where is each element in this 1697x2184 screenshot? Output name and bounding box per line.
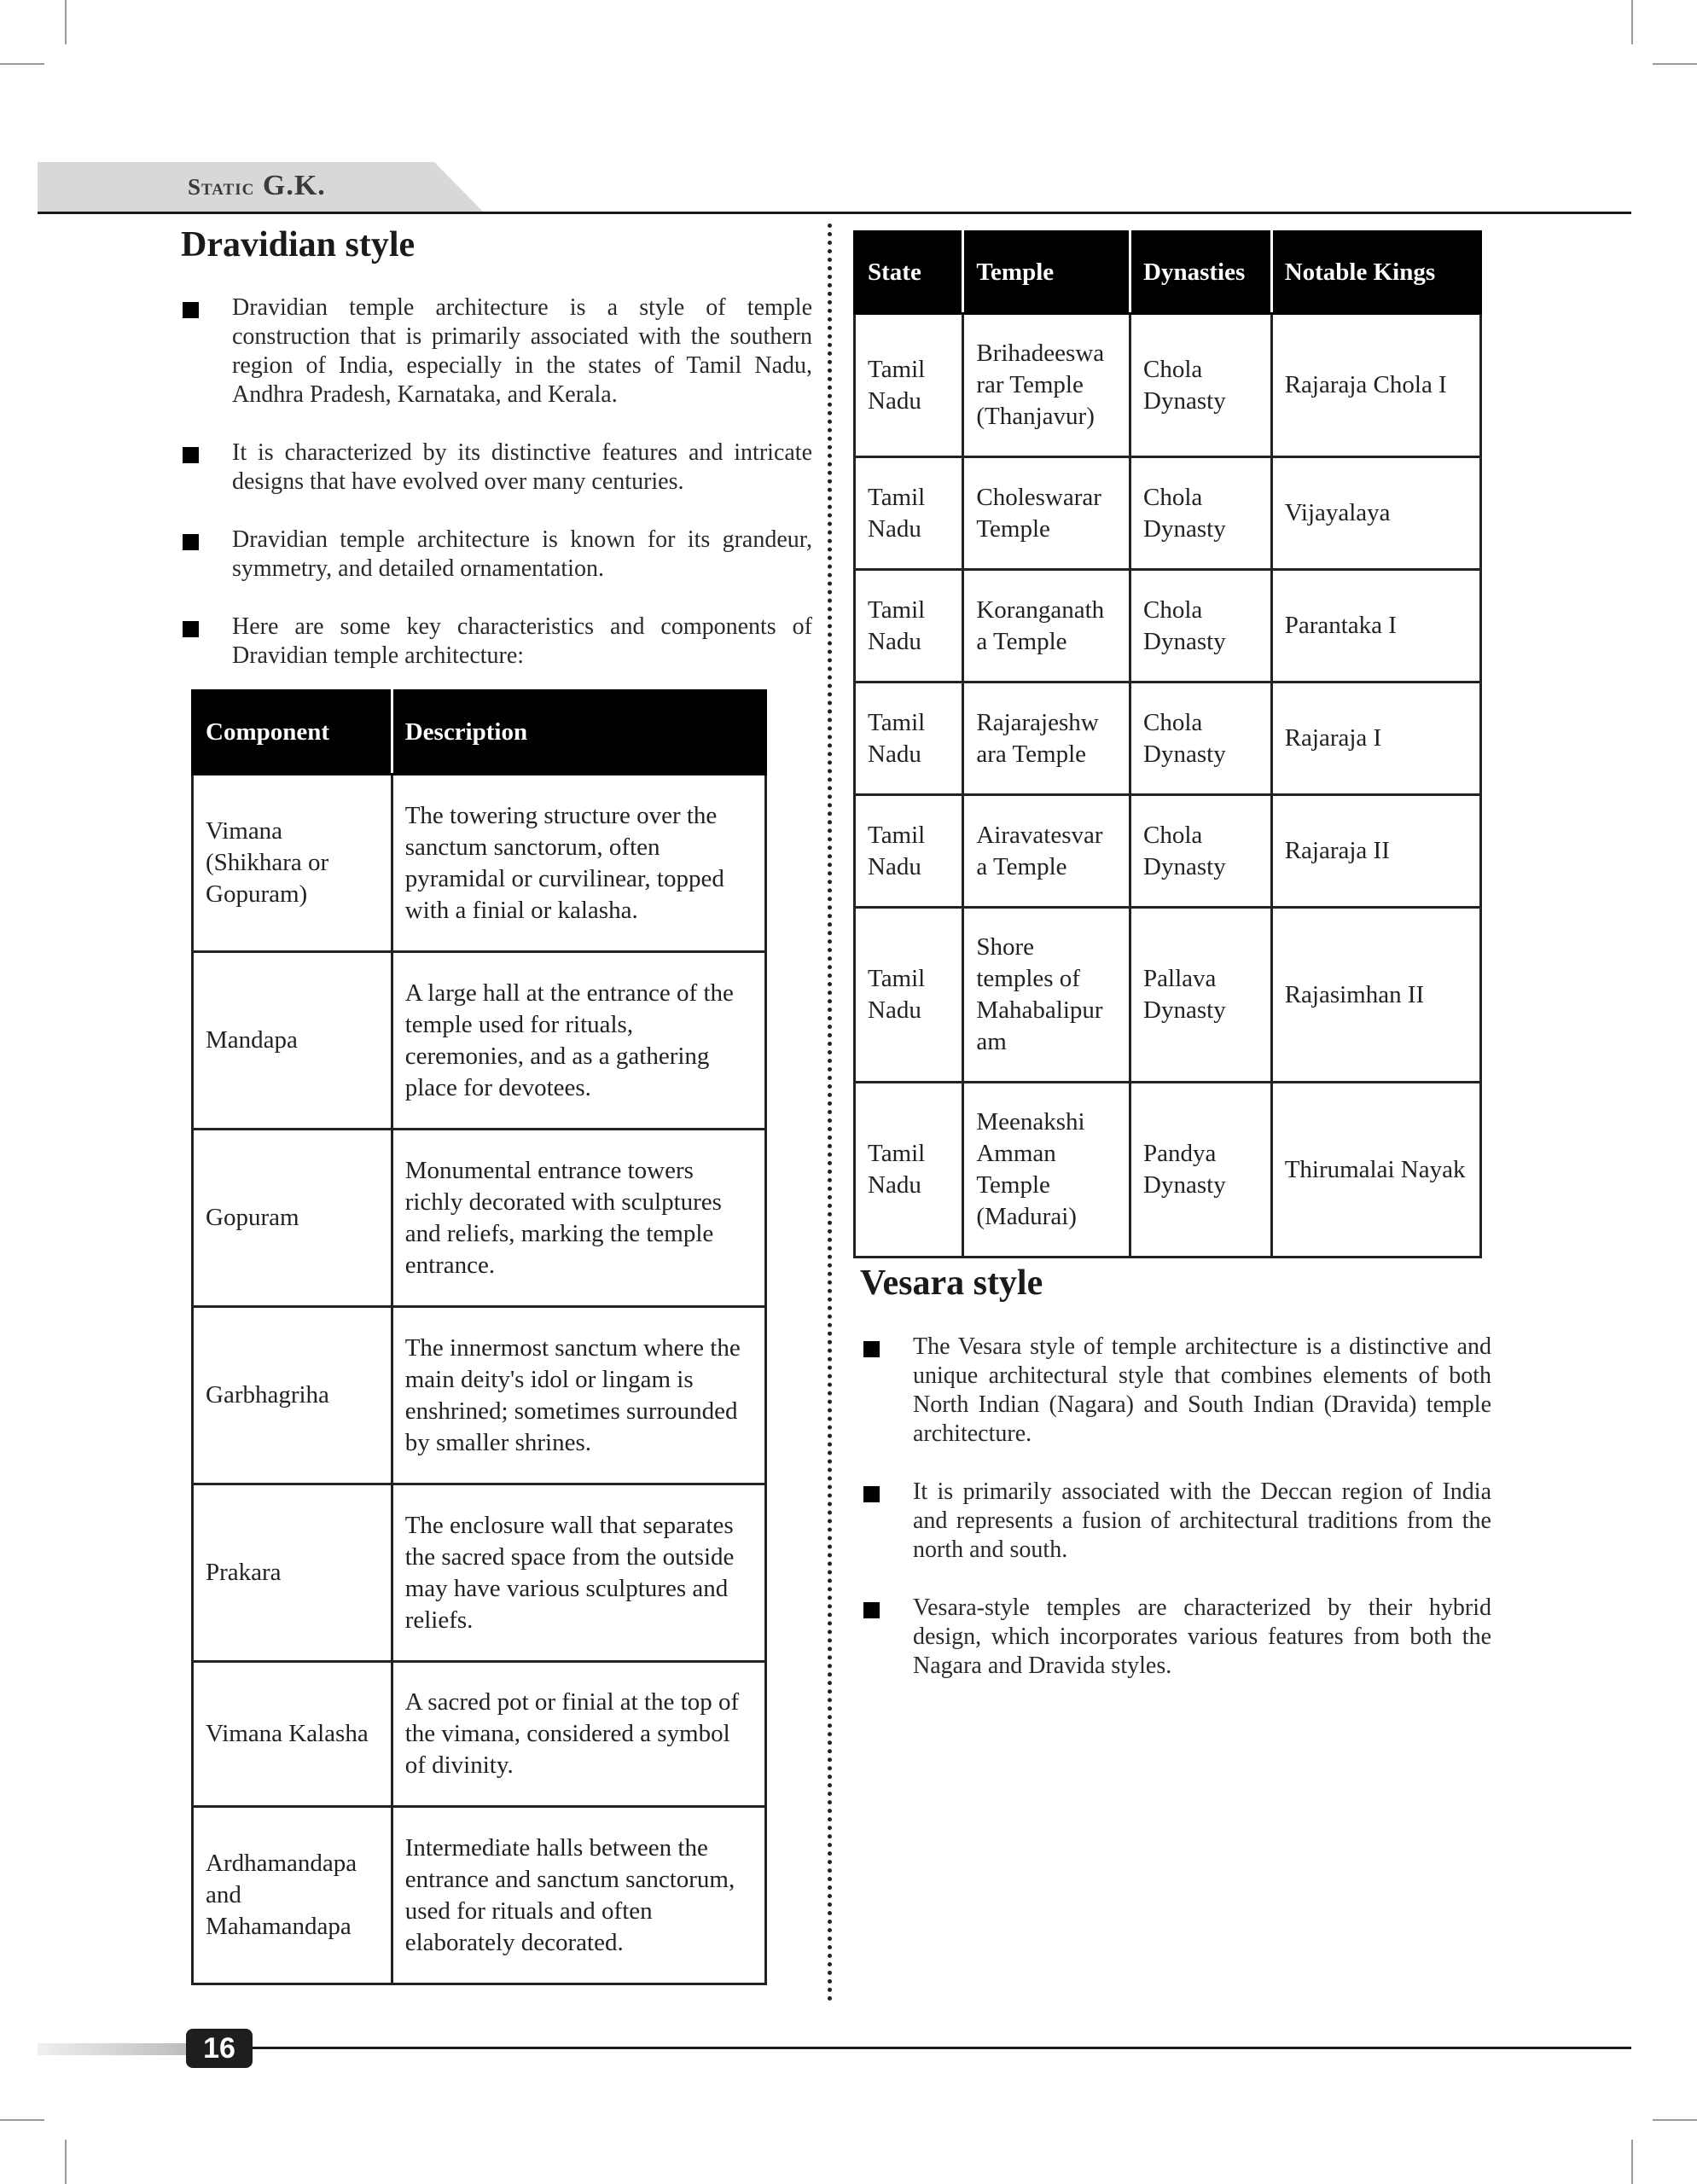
running-header [188, 167, 326, 206]
table-cell: Ardhamandapa and Mahamandapa [193, 1807, 392, 1984]
page-number: 16 [186, 2029, 253, 2068]
bullet-text: Dravidian temple architecture is known for its grandeur, symmetry, and detailed ornamentation. [232, 526, 812, 582]
table-cell: Pallava Dynasty [1130, 908, 1272, 1083]
table-cell: A sacred pot or finial at the top of the vimana, considered a symbol of divinity. [392, 1662, 765, 1807]
table-row [855, 570, 1481, 682]
table-cell: Tamil Nadu [855, 457, 963, 570]
bullet-text: Vesara-style temples are characterized by their hybrid design, which incorporates various features from both the Nagara and Dravida styles. [913, 1594, 1491, 1679]
column-header: Notable Kings [1271, 232, 1480, 314]
table-cell: Tamil Nadu [855, 314, 963, 457]
vesara-title: Vesara style [860, 1263, 1043, 1303]
header-rule [38, 212, 1631, 214]
table-cell: Brihadeeswa rar Temple (Thanjavur) [963, 314, 1130, 457]
column-divider [828, 224, 832, 2002]
table-cell: Monumental entrance towers richly decorated with sculptures and reliefs, marking the temple entrance. [392, 1130, 765, 1307]
footer-rule [247, 2047, 1631, 2049]
table-row [855, 314, 1481, 457]
table-cell: Meenakshi Amman Temple (Madurai) [963, 1083, 1130, 1258]
crop-mark [1653, 2119, 1697, 2121]
table-cell: Choleswarar Temple [963, 457, 1130, 570]
list-item [863, 1478, 1491, 1565]
bullet-square-icon [863, 1486, 880, 1502]
table-row [855, 795, 1481, 908]
header-label-main: G.K. [262, 170, 326, 201]
table-row [193, 775, 766, 952]
table-cell: Tamil Nadu [855, 1083, 963, 1258]
table-cell: Chola Dynasty [1130, 570, 1272, 682]
table-cell: Chola Dynasty [1130, 682, 1272, 795]
crop-mark [0, 63, 44, 65]
crop-mark [65, 2140, 67, 2184]
list-item [183, 526, 812, 584]
components-table [191, 689, 767, 1985]
temples-table [853, 230, 1482, 1258]
column-header: Description [392, 691, 765, 775]
table-cell: Rajaraja I [1271, 682, 1480, 795]
table-cell: The enclosure wall that separates the sacred space from the outside may have various sculptures and reliefs. [392, 1484, 765, 1662]
table-row [193, 1484, 766, 1662]
bullet-text: It is primarily associated with the Deccan region of India and represents a fusion of architectural traditions from the north and south. [913, 1478, 1491, 1563]
table-cell: Chola Dynasty [1130, 795, 1272, 908]
dravidian-title: Dravidian style [181, 225, 416, 264]
list-item [183, 613, 812, 671]
table-cell: Tamil Nadu [855, 682, 963, 795]
table-row [855, 682, 1481, 795]
table-cell: The innermost sanctum where the main deity's idol or lingam is enshrined; sometimes surrounded by smaller shrines. [392, 1307, 765, 1484]
footer-gradient-bar [38, 2043, 200, 2055]
table-cell: Rajaraja II [1271, 795, 1480, 908]
table-cell: Mandapa [193, 952, 392, 1130]
table-row [855, 457, 1481, 570]
column-header: Dynasties [1130, 232, 1272, 314]
table-cell: Pandya Dynasty [1130, 1083, 1272, 1258]
table-row [193, 952, 766, 1130]
table-cell: Intermediate halls between the entrance and sanctum sanctorum, used for rituals and often elaborately decorated. [392, 1807, 765, 1984]
bullet-text: Here are some key characteristics and components of Dravidian temple architecture: [232, 613, 812, 669]
table-cell: Prakara [193, 1484, 392, 1662]
table-cell: The towering structure over the sanctum sanctorum, often pyramidal or curvilinear, topped with a finial or kalasha. [392, 775, 765, 952]
list-item [863, 1594, 1491, 1681]
table-cell: Parantaka I [1271, 570, 1480, 682]
crop-mark [65, 0, 67, 44]
table-header-row [193, 691, 766, 775]
dravidian-bullets [183, 293, 812, 671]
table-cell: Vimana (Shikhara or Gopuram) [193, 775, 392, 952]
table-row [193, 1807, 766, 1984]
table-cell: Koranganath a Temple [963, 570, 1130, 682]
column-header: Temple [963, 232, 1130, 314]
table-cell: Airavatesvar a Temple [963, 795, 1130, 908]
table-cell: Tamil Nadu [855, 795, 963, 908]
table-cell: Rajasimhan II [1271, 908, 1480, 1083]
bullet-text: It is characterized by its distinctive features and intricate designs that have evolved over many centuries. [232, 439, 812, 495]
table-row [193, 1307, 766, 1484]
table-cell: Tamil Nadu [855, 570, 963, 682]
table-row [855, 1083, 1481, 1258]
bullet-square-icon [183, 621, 199, 637]
crop-mark [1653, 63, 1697, 65]
column-header: Component [193, 691, 392, 775]
table-cell: Rajaraja Chola I [1271, 314, 1480, 457]
table-cell: Rajarajeshw ara Temple [963, 682, 1130, 795]
table-header-row [855, 232, 1481, 314]
table-row [855, 908, 1481, 1083]
vesara-bullets [863, 1333, 1491, 1681]
bullet-square-icon [183, 534, 199, 550]
bullet-square-icon [183, 447, 199, 463]
table-cell: Shore temples of Mahabalipur am [963, 908, 1130, 1083]
table-cell: Gopuram [193, 1130, 392, 1307]
bullet-square-icon [863, 1602, 880, 1618]
column-header: State [855, 232, 963, 314]
bullet-square-icon [183, 302, 199, 318]
bullet-text: The Vesara style of temple architecture is a distinctive and unique architectural style that combines elements of both North Indian (Nagara) and South Indian (Dravida) temple architecture. [913, 1333, 1491, 1447]
crop-mark [1631, 0, 1633, 44]
table-row [193, 1662, 766, 1807]
list-item [183, 293, 812, 410]
table-row [193, 1130, 766, 1307]
table-cell: Vimana Kalasha [193, 1662, 392, 1807]
list-item [183, 439, 812, 497]
crop-mark [1631, 2140, 1633, 2184]
table-cell: A large hall at the entrance of the temple used for rituals, ceremonies, and as a gathering place for devotees. [392, 952, 765, 1130]
table-cell: Garbhagriha [193, 1307, 392, 1484]
table-cell: Chola Dynasty [1130, 457, 1272, 570]
header-label-small: Static [188, 174, 255, 200]
table-cell: Tamil Nadu [855, 908, 963, 1083]
bullet-text: Dravidian temple architecture is a style of temple construction that is primarily associated with the southern region of India, especially in the states of Tamil Nadu, Andhra Pradesh, Karnataka, and Kerala. [232, 294, 812, 408]
table-cell: Thirumalai Nayak [1271, 1083, 1480, 1258]
table-cell: Chola Dynasty [1130, 314, 1272, 457]
bullet-square-icon [863, 1341, 880, 1357]
table-cell: Vijayalaya [1271, 457, 1480, 570]
list-item [863, 1333, 1491, 1449]
crop-mark [0, 2119, 44, 2121]
